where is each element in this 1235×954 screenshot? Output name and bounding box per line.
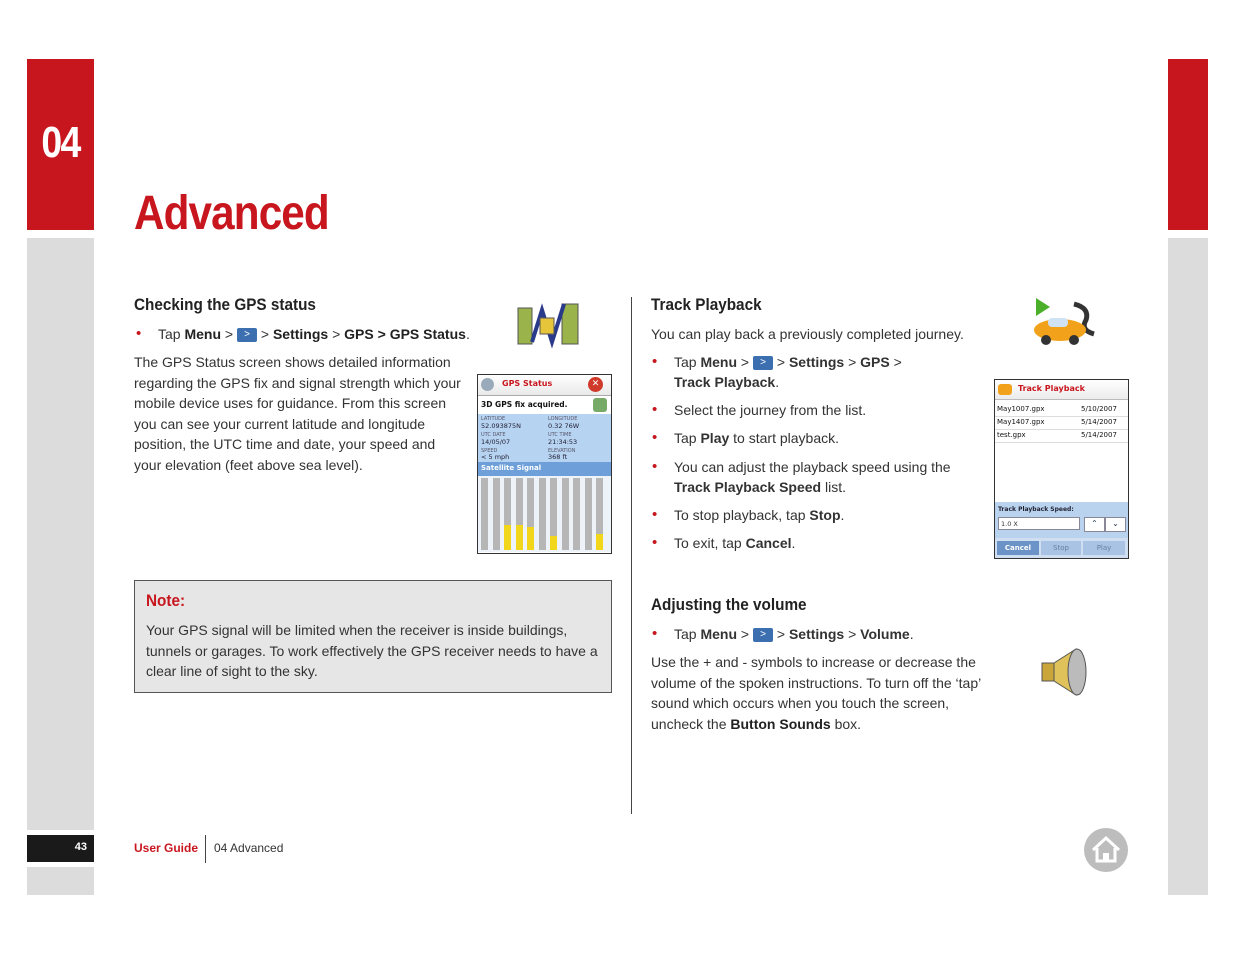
elev-label: ELEVATION (548, 448, 576, 454)
signal-bar-track (493, 478, 500, 550)
volume-heading: Adjusting the volume (651, 595, 807, 614)
playback-heading: Track Playback (651, 295, 762, 314)
playback-step-3: • Tap Play to start playback. (674, 428, 974, 448)
playback-step-2: • Select the journey from the list. (674, 400, 974, 420)
speed-down-button[interactable]: ⌄ (1105, 517, 1126, 532)
date-label: UTC DATE (481, 432, 506, 438)
gps-body: The GPS Status screen shows detailed information regarding the GPS fix and signal strength which your mobile device uses for guidance. From this screen you can see your current latitude and longitude position, the UTC time and date, your speed and your elevation (feet above sea level). (134, 354, 461, 473)
page-title: Advanced (134, 187, 329, 240)
volume-step: • Tap Menu > > > Settings > Volume. (674, 624, 974, 644)
file-row[interactable] (995, 429, 1128, 443)
volume-body: Use the + and - symbols to increase or decrease the volume of the spoken instructions. To turn off the ‘tap’ sound which occurs when you touch the screen, uncheck the Button Sounds box. (651, 654, 981, 732)
file-date: 5/14/2007 (1081, 431, 1117, 439)
left-grey-band (27, 238, 94, 830)
date-value: 14/05/07 (481, 438, 511, 446)
file-name: May1007.gpx (997, 405, 1045, 413)
playback-screen-title: Track Playback (1018, 384, 1085, 393)
playback-intro: You can play back a previously completed journey. (651, 326, 964, 342)
car-small-icon (998, 384, 1012, 395)
speaker-icon (1036, 643, 1094, 701)
lon-value: 0.32 76W (548, 422, 580, 430)
playback-step-6: • To exit, tap Cancel. (674, 533, 974, 553)
file-date: 5/10/2007 (1081, 405, 1117, 413)
note-heading: Note: (146, 591, 186, 610)
close-icon[interactable]: ✕ (588, 377, 603, 392)
signal-bar-track (481, 478, 488, 550)
gps-status-screen (477, 374, 612, 554)
car-playback-icon (1030, 294, 1104, 350)
signal-bar (527, 527, 534, 550)
note-box (134, 580, 612, 693)
lat-label: LATITUDE (481, 416, 506, 422)
speed-label: SPEED (481, 448, 498, 454)
speed-up-button[interactable]: ⌃ (1084, 517, 1105, 532)
footer-divider (205, 835, 206, 863)
signal-bar (504, 525, 511, 550)
speed-value: < 5 mph (481, 453, 510, 461)
signal-bar-track (585, 478, 592, 550)
signal-bar-track (573, 478, 580, 550)
time-label: UTC TIME (548, 432, 572, 438)
file-row[interactable] (995, 403, 1128, 417)
gps-heading: Checking the GPS status (134, 295, 316, 314)
left-grey-band-bottom (27, 867, 94, 895)
file-row[interactable] (995, 416, 1128, 430)
satellite-icon (512, 296, 584, 352)
note-text: Your GPS signal will be limited when the receiver is inside buildings, tunnels or garages. To work effectively the GPS receiver needs to have a clear line of sight to the sky. (146, 622, 598, 679)
gps-fix-status: 3D GPS fix acquired. (481, 400, 568, 409)
playback-step-4: • You can adjust the playback speed using the Track Playback Speed list. (674, 457, 984, 497)
right-grey-band (1168, 238, 1208, 895)
footer-section: 04 Advanced (214, 841, 284, 855)
file-date: 5/14/2007 (1081, 418, 1117, 426)
stop-button[interactable]: Stop (1041, 541, 1081, 555)
satellite-small-icon (481, 378, 494, 391)
play-button[interactable]: Play (1083, 541, 1125, 555)
signal-bar (550, 536, 557, 550)
lon-label: LONGITUDE (548, 416, 578, 422)
gps-screen-title: GPS Status (502, 379, 553, 388)
signal-bar (596, 534, 603, 550)
menu-arrow-icon: > (237, 328, 257, 342)
signal-bar-track (539, 478, 546, 550)
right-red-band (1168, 59, 1208, 230)
time-value: 21:34:53 (548, 438, 578, 446)
menu-arrow-icon: > (753, 356, 773, 370)
signal-chart (478, 476, 611, 552)
playback-step-5: • To stop playback, tap Stop. (674, 505, 974, 525)
track-playback-screen (994, 379, 1129, 559)
elev-value: 368 ft (548, 453, 568, 461)
cancel-button[interactable]: Cancel (997, 541, 1039, 555)
playback-step-1: • Tap Menu > > > Settings > GPS > Track Playback. (674, 352, 914, 392)
file-list (995, 400, 1128, 502)
file-name: test.gpx (997, 431, 1026, 439)
gps-refresh-icon (593, 398, 607, 412)
page-number: 43 (74, 841, 87, 853)
speed-list-label: Track Playback Speed: (998, 506, 1074, 513)
chapter-number: 04 (41, 118, 80, 167)
lat-value: 52.093875N (481, 422, 522, 430)
home-icon[interactable] (1083, 827, 1129, 873)
gps-step: • Tap Menu > > > Settings > GPS > GPS Status. (158, 324, 470, 344)
signal-bar-track (562, 478, 569, 550)
signal-label: Satellite Signal (481, 464, 542, 472)
footer-guide: User Guide (134, 841, 199, 855)
column-divider (631, 297, 632, 814)
signal-bar (516, 525, 523, 550)
menu-arrow-icon: > (753, 628, 773, 642)
speed-select[interactable]: 1.0 X (998, 517, 1080, 530)
file-name: May1407.gpx (997, 418, 1045, 426)
